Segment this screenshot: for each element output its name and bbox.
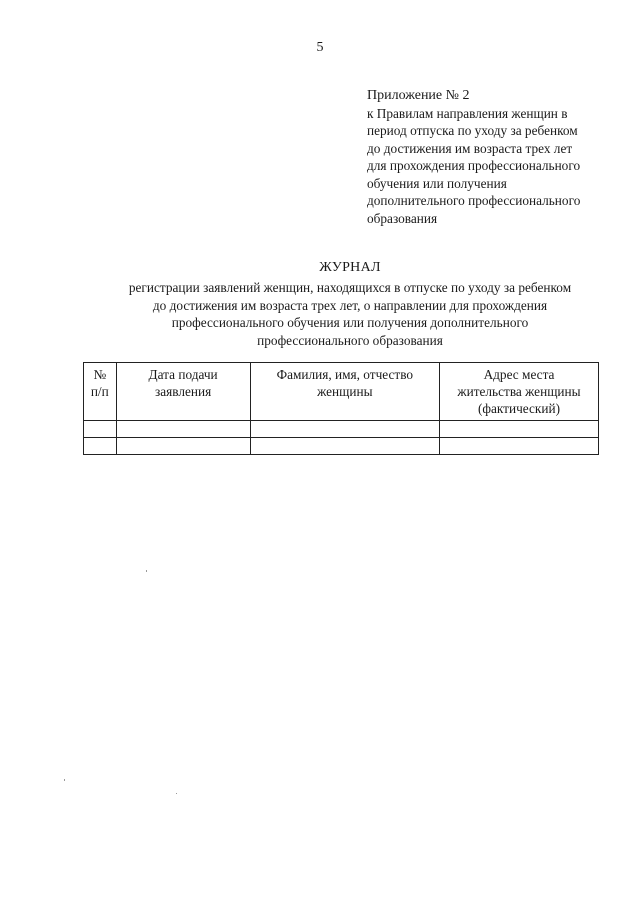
scan-speck	[176, 793, 177, 794]
column-header-address	[440, 363, 599, 421]
appendix-title: Приложение № 2	[367, 88, 470, 103]
journal-subtitle-line: профессионального обучения или получения дополнительного	[171, 315, 529, 330]
journal-subtitle-line: до достижения им возраста трех лет, о направлении для прохождения	[152, 297, 548, 313]
appendix-block	[367, 87, 629, 227]
appendix-line: к Правилам направления женщин в	[367, 105, 568, 121]
column-header-line: Фамилия, имя, отчество	[276, 367, 414, 382]
journal-subtitle-line: профессионального образования	[257, 332, 443, 348]
appendix-line: период отпуска по уходу за ребенком	[367, 123, 578, 138]
table-row	[84, 438, 599, 455]
journal-subtitle-line: регистрации заявлений женщин, находящихся в отпуске по уходу за ребенком	[128, 280, 572, 295]
appendix-line: для прохождения профессионального	[367, 158, 581, 173]
column-header-number	[84, 363, 117, 421]
column-header-line: заявления	[154, 384, 212, 399]
appendix-line: дополнительного профессионального	[367, 193, 581, 208]
scan-speck	[146, 570, 147, 572]
appendix-line: образования	[367, 210, 438, 226]
journal-subtitle	[60, 279, 640, 349]
table-cell	[250, 421, 439, 438]
table-cell	[440, 421, 599, 438]
table-header-row	[84, 363, 599, 421]
table-row	[84, 421, 599, 438]
table-cell	[84, 438, 117, 455]
table-cell	[250, 438, 439, 455]
table-cell	[116, 438, 250, 455]
column-header-line: Адрес места	[483, 367, 555, 382]
journal-title: ЖУРНАЛ	[319, 260, 381, 275]
page-number: 5	[316, 40, 324, 55]
column-header-date	[116, 363, 250, 421]
appendix-line: обучения или получения	[367, 175, 507, 191]
column-header-line: Дата подачи	[148, 367, 218, 382]
column-header-line: женщины	[317, 384, 373, 399]
appendix-line: до достижения им возраста трех лет	[367, 140, 573, 156]
column-header-line: №	[93, 367, 107, 382]
column-header-line: п/п	[90, 384, 109, 399]
table-cell	[440, 438, 599, 455]
table-cell	[116, 421, 250, 438]
column-header-full-name	[250, 363, 439, 421]
table-cell	[84, 421, 117, 438]
scan-speck	[64, 779, 65, 781]
column-header-line: (фактический)	[477, 401, 561, 416]
column-header-line: жительства женщины	[457, 384, 581, 399]
registration-table	[83, 362, 599, 455]
